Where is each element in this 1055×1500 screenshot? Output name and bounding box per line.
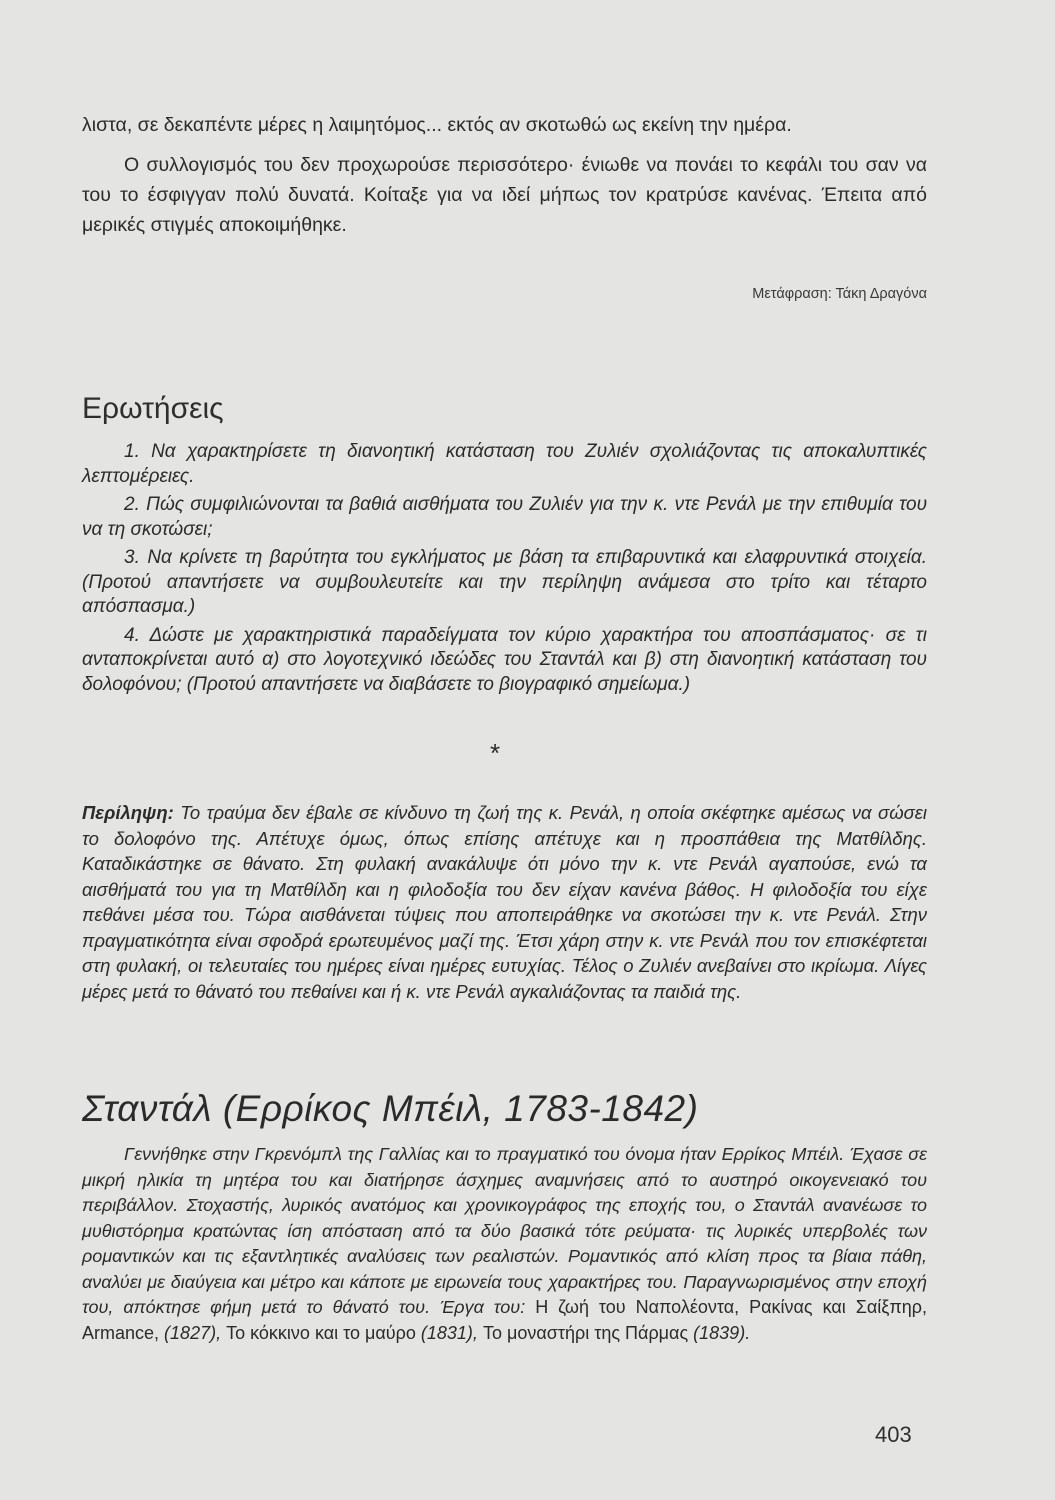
work-year: (1839). bbox=[693, 1322, 751, 1343]
summary-section bbox=[82, 800, 927, 1004]
question-number: 2. bbox=[124, 494, 140, 515]
work-title: Το μοναστήρι της Πάρμας bbox=[482, 1322, 689, 1343]
author-biography bbox=[82, 1142, 927, 1346]
question-number: 3. bbox=[124, 547, 140, 568]
story-ending bbox=[82, 110, 927, 240]
author-section bbox=[82, 1088, 927, 1346]
translator-credit: Μετάφραση: Τάκη Δραγόνα bbox=[752, 286, 927, 302]
works-label: Έργα του: bbox=[440, 1297, 526, 1317]
work-year: (1827), bbox=[164, 1322, 222, 1343]
work-year: (1831), bbox=[420, 1322, 478, 1343]
bio-text: Γεννήθηκε στην Γκρενόμπλ της Γαλλίας και το πραγματικό του όνομα ήταν Ερρίκος Μπέιλ. Έχασε σε μικρή ηλικία τη μητέρα του και διατήρησε άσχημες αναμνήσεις από το αυστηρό οικογενειακό του περιβάλλον. Στοχαστής, λυρικός ανατόμος και χρονικογράφος της εποχής του, ο Σταντάλ ανανέωσε το μυθιστόρημα κρατώντας ίση απόσταση από τα δύο βασικά τότε ρεύματα· τις λυρικές υπερβολές των ρομαντικών και τις εξαντλητικές αναλύσεις των ρεαλιστών. Ρομαντικός από κλίση προς τα βίαια πάθη, αναλύει με διαύγεια και μέτρο και κάποτε με ειρωνεία τους χαρακτήρες του. Παραγνωρισμένος στην εποχή του, απόκτησε φήμη μετά το θάνατό του. bbox=[82, 1144, 927, 1317]
work-title: Το κόκκινο και το μαύρο bbox=[226, 1322, 416, 1343]
questions-heading: Ερωτήσεις bbox=[82, 392, 224, 425]
summary-text: Το τραύμα δεν έβαλε σε κίνδυνο τη ζωή της κ. Ρενάλ, η οποία σκέφτηκε αμέσως να σώσει το δολοφόνο της. Απέτυχε όμως, όπως επίσης απέτυχε και η προσπάθεια της Ματθίλδης. Καταδικάστηκε σε θάνατο. Στη φυλακή ανακάλυψε ότι μόνο την κ. ντε Ρενάλ αγαπούσε, ενώ τα αισθήματά του για τη Ματθίλδη και η φιλοδοξία του δεν είχαν κανένα βάθος. Η φιλοδοξία του είχε πεθάνει μέσα του. Τώρα αισθάνεται τύψεις που αποπειράθηκε να σκοτώσει την κ. ντε Ρενάλ. Στην πραγματικότητα είναι σφοδρά ερωτευμένος μαζί της. Έτσι χάρη στην κ. ντε Ρενάλ που τον επισκέφτεται στη φυλακή, οι τελευταίες του ημέρες είναι ημέρες ευτυχίας. Τέλος ο Ζυλιέν ανεβαίνει στο ικρίωμα. Λίγες μέρες μετά το θάνατό του πεθαίνει και ή κ. ντε Ρενάλ αγκαλιάζοντας τα παιδιά της. bbox=[82, 802, 927, 1002]
question-item bbox=[82, 546, 927, 620]
question-text: Να χαρακτηρίσετε τη διανοητική κατάσταση του Ζυλιέν σχολιάζοντας τις αποκαλυπτικές λεπτομέρειες. bbox=[82, 441, 927, 487]
page-number: 403 bbox=[875, 1422, 912, 1447]
section-separator: * bbox=[490, 738, 501, 768]
questions-section bbox=[82, 392, 927, 697]
paragraph-reasoning: Ο συλλογισμός του δεν προχωρούσε περισσότερο· ένιωθε να πονάει το κεφάλι του σαν να του το έσφιγγαν πολύ δυνατά. Κοίταξε για να ιδεί μήπως τον κρατρύσε κανένας. Έπειτα από μερικές στιγμές αποκοιμήθηκε. bbox=[82, 154, 927, 236]
question-text: Να κρίνετε τη βαρύτητα του εγκλήματος με βάση τα επιβαρυντικά και ελαφρυντικά στοιχεία. (Προτού απαντήσετε να συμβουλευτείτε και την περίληψη ανάμεσα στο τρίτο και τέταρτο απόσπασμα.) bbox=[82, 547, 928, 617]
paragraph-continuation: λιστα, σε δεκαπέντε μέρες η λαιμητόμος... εκτός αν σκοτωθώ ως εκείνη την ημέρα. bbox=[82, 114, 792, 136]
question-item bbox=[82, 624, 927, 698]
question-number: 4. bbox=[124, 624, 140, 646]
question-item bbox=[82, 493, 927, 542]
work-titles: Η ζωή του Ναπολέοντα, Ρακίνας και Σαίξπηρ, Armance, bbox=[82, 1297, 928, 1343]
summary-label: Περίληψη: bbox=[82, 802, 174, 823]
question-text: Πώς συμφιλιώνονται τα βαθιά αισθήματα του Ζυλιέν για την κ. ντε Ρενάλ με την επιθυμία του να τη σκοτώσει; bbox=[82, 494, 928, 540]
question-item bbox=[82, 440, 927, 489]
question-number: 1. bbox=[124, 441, 140, 462]
author-heading: Σταντάλ (Ερρίκος Μπέιλ, 1783-1842) bbox=[82, 1088, 699, 1129]
question-text: Δώστε με χαρακτηριστικά παραδείγματα τον κύριο χαρακτήρα του αποσπάσματος· σε τι ανταποκρίνεται αυτό α) στο λογοτεχνικό ιδεώδες του Σταντάλ και β) στη διανοητική κατάσταση του δολοφόνου; (Προτού απαντήσετε να διαβάσετε το βιογραφικό σημείωμα.) bbox=[82, 624, 927, 695]
summary-paragraph bbox=[82, 800, 927, 1004]
